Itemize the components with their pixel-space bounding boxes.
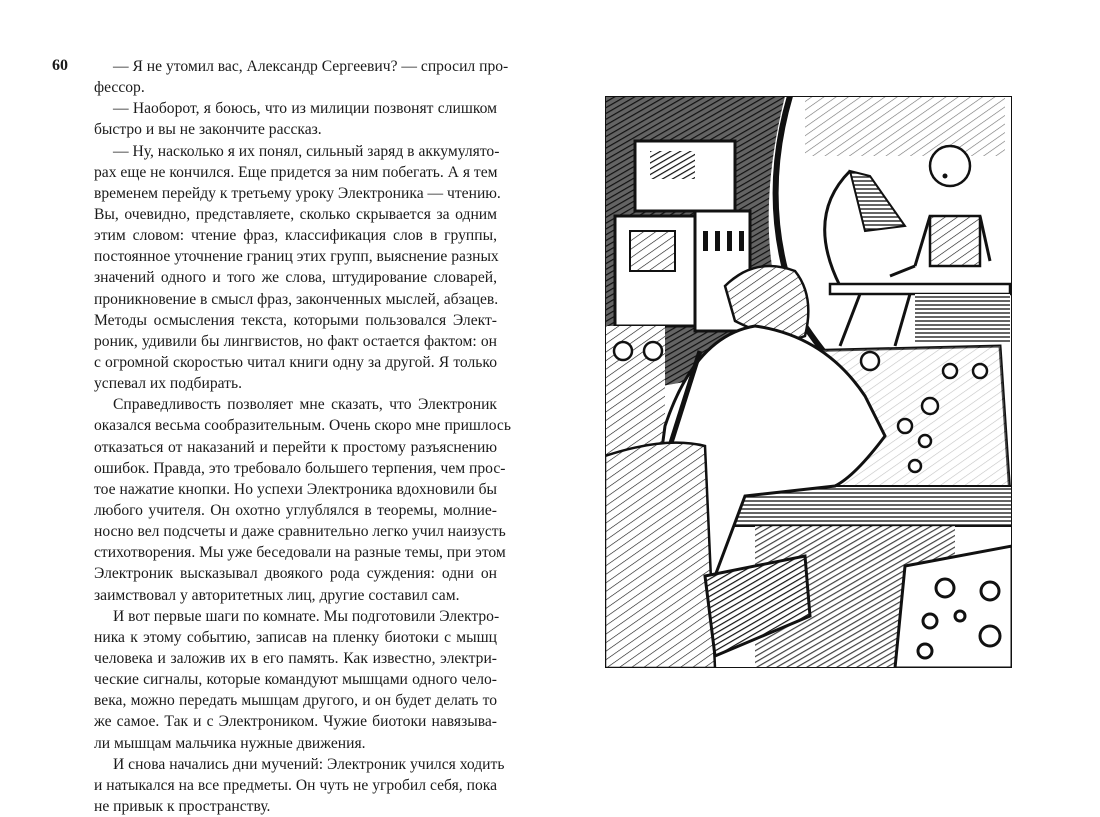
- text-line: временем перейду к третьему уроку Электроника — чтению.: [94, 184, 501, 202]
- text-line: быстро и вы не закончите рассказ.: [94, 121, 322, 139]
- body-text: [94, 56, 511, 817]
- text-line: ли мышцам мальчика нужные движения.: [94, 734, 366, 752]
- text-line: любого учителя. Он охотно углублялся в теоремы, молние-: [94, 501, 497, 519]
- text-line: успевал их подбирать.: [94, 375, 242, 393]
- text-line: ошибок. Правда, это требовало большего терпения, чем прос-: [94, 459, 506, 477]
- text-line: века, можно передать мышцам другого, и он будет делать то: [94, 692, 497, 710]
- text-line: — Ну, насколько я их понял, сильный заряд в аккумулято-: [113, 142, 500, 160]
- text-line: Электроник высказывал двоякого рода суждения: одни он: [94, 565, 497, 583]
- text-line: этим словом: чтение фраз, классификация слов в группы,: [94, 227, 497, 245]
- text-line: носно вел подсчеты и даже сравнительно легко учил наизусть: [94, 523, 506, 541]
- text-line: ческие сигналы, которые командуют мышцами одного чело-: [94, 671, 497, 689]
- text-line: Методы осмысления текста, которыми пользовался Элект-: [94, 311, 497, 329]
- text-line: роник, удивили бы лингвистов, но факт остается фактом: он: [94, 332, 497, 350]
- text-line: Справедливость позволяет мне сказать, что Электроник: [113, 396, 497, 414]
- text-line: с огромной скоростью читал книги одну за другой. Я только: [94, 353, 497, 371]
- text-line: И вот первые шаги по комнате. Мы подготовили Электро-: [113, 607, 500, 625]
- text-line: проникновение в смысл фраз, законченных мыслей, абзацев.: [94, 290, 499, 308]
- text-line: стихотворения. Мы уже беседовали на разные темы, при этом: [94, 544, 506, 562]
- text-line: оказался весьма сообразительным. Очень скоро мне пришлось: [94, 417, 511, 435]
- text-line: — Я не утомил вас, Александр Сергеевич? — спросил про-: [113, 58, 509, 75]
- text-line: же самое. Так и с Электроником. Чужие биотоки навязыва-: [94, 713, 497, 731]
- text-line: фессор.: [94, 79, 145, 97]
- text-line: постоянное уточнение границ этих групп, выяснение разных: [94, 248, 499, 266]
- text-line: заимствовал у авторитетных лиц, другие составил сам.: [94, 586, 460, 604]
- text-line: тое нажатие кнопки. Но успехи Электроника вдохновили бы: [94, 480, 497, 498]
- text-line: И снова начались дни мучений: Электроник учился ходить: [113, 755, 505, 773]
- page-number: 60: [52, 57, 68, 74]
- text-line: значений одного и того же слова, штудирование словарей,: [94, 269, 497, 287]
- text-line: человека и заложив их в его память. Как известно, электри-: [94, 649, 497, 667]
- text-line: рах еще не кончился. Еще придется за ним побегать. А я тем: [94, 163, 498, 181]
- text-line: Вы, очевидно, представляете, сколько скрывается за одним: [94, 205, 497, 223]
- text-line: отказаться от наказаний и перейти к простому разъяснению: [94, 438, 497, 456]
- robot-head: [930, 146, 970, 186]
- text-line: — Наоборот, я боюсь, что из милиции позвонят слишком: [113, 100, 497, 118]
- text-line: и натыкался на все предметы. Он чуть не угробил себя, пока: [94, 776, 497, 794]
- illustration-professor-and-robot: [605, 96, 1012, 668]
- text-line: ника к этому событию, записав на пленку биотоки с мышц: [94, 628, 497, 646]
- text-line: не привык к пространству.: [94, 797, 271, 815]
